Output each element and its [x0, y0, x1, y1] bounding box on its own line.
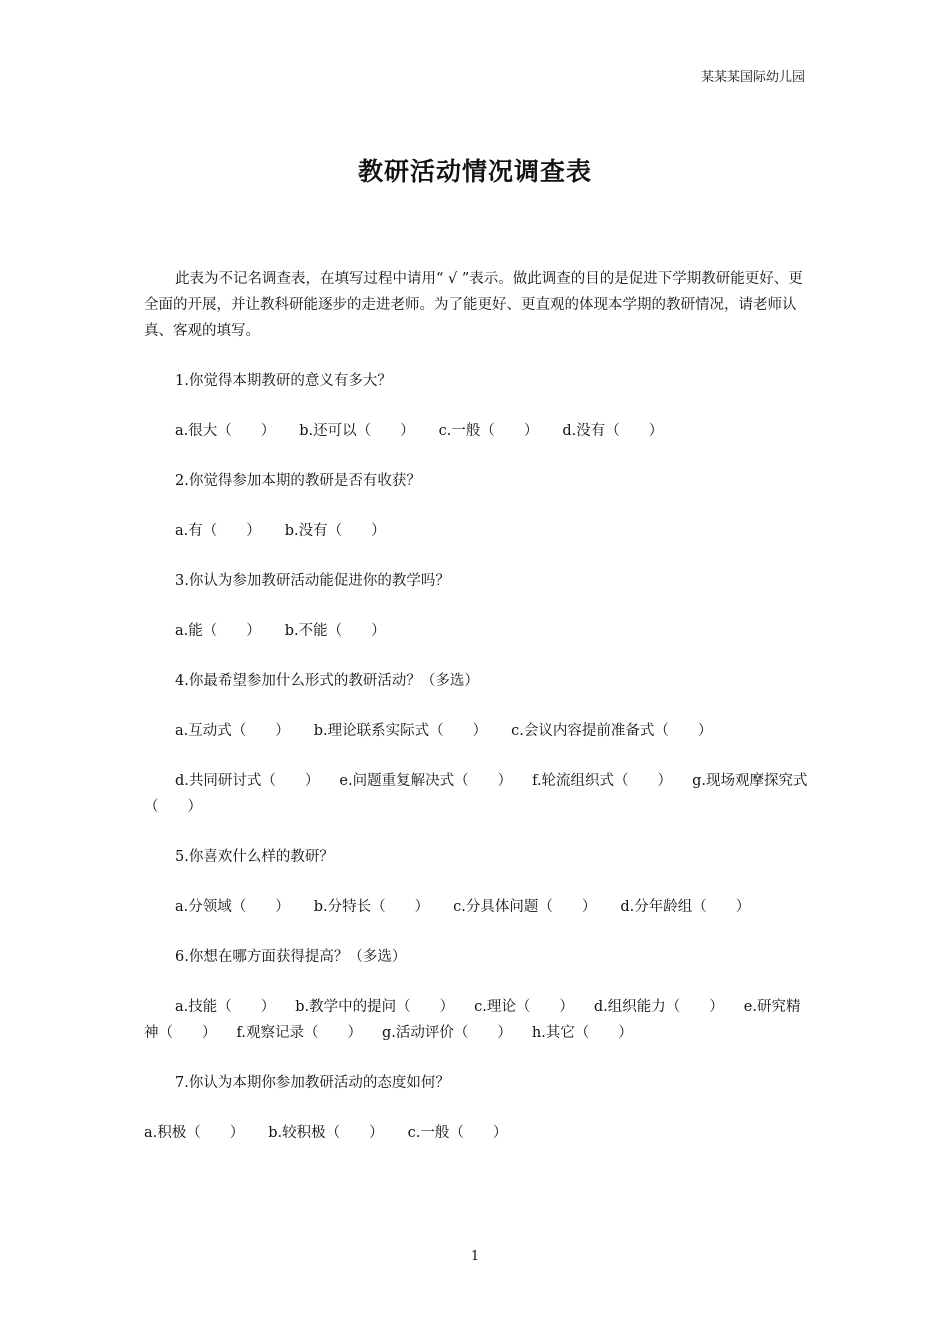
- q3-option-b[interactable]: b.不能（ ）: [284, 623, 386, 639]
- q6-option-a[interactable]: a.技能（ ）: [175, 999, 276, 1015]
- q2-option-a[interactable]: a.有（ ）: [175, 523, 261, 539]
- q1-option-b[interactable]: b.还可以（ ）: [299, 423, 415, 439]
- question-7: 7.你认为本期你参加教研活动的态度如何？: [175, 1075, 450, 1091]
- q2-option-b[interactable]: b.没有（ ）: [284, 523, 386, 539]
- question-3-options: [144, 618, 808, 644]
- q6-option-g[interactable]: g.活动评价（ ）: [381, 1025, 512, 1041]
- question-4-options-row2: [144, 768, 808, 820]
- q4-option-e[interactable]: e.问题重复解决式（ ）: [339, 773, 513, 789]
- q4-option-a[interactable]: a.互动式（ ）: [175, 723, 290, 739]
- question-3: 3.你认为参加教研活动能促进你的教学吗？: [175, 573, 450, 589]
- q3-option-a[interactable]: a.能（ ）: [175, 623, 261, 639]
- question-4: 4.你最希望参加什么形式的教研活动？（多选）: [175, 673, 479, 689]
- q4-option-f[interactable]: f.轮流组织式（ ）: [532, 773, 673, 789]
- q6-option-h[interactable]: h.其它（ ）: [531, 1025, 633, 1041]
- header-org: 某某某国际幼儿园: [700, 70, 805, 85]
- question-5: 5.你喜欢什么样的教研？: [175, 849, 334, 865]
- q5-option-d[interactable]: d.分年龄组（ ）: [620, 899, 751, 915]
- q7-option-b[interactable]: b.较积极（ ）: [268, 1125, 384, 1141]
- q1-option-d[interactable]: d.没有（ ）: [562, 423, 664, 439]
- page-title: 教研活动情况调查表: [357, 157, 592, 186]
- page-number: 1: [470, 1249, 480, 1264]
- q7-option-a[interactable]: a.积极（ ）: [144, 1125, 245, 1141]
- question-1-options: [144, 418, 808, 444]
- question-1: 1.你觉得本期教研的意义有多大？: [175, 373, 392, 389]
- q5-option-a[interactable]: a.分领域（ ）: [175, 899, 290, 915]
- question-2-options: [144, 518, 808, 544]
- question-4-options-row1: [144, 718, 808, 744]
- question-7-options: [144, 1120, 808, 1146]
- q7-option-c[interactable]: c.一般（ ）: [407, 1125, 508, 1141]
- q6-option-c[interactable]: c.理论（ ）: [474, 999, 574, 1015]
- q1-option-a[interactable]: a.很大（ ）: [175, 423, 276, 439]
- q1-option-c[interactable]: c.一般（ ）: [438, 423, 539, 439]
- q6-option-d[interactable]: d.组织能力（ ）: [593, 999, 724, 1015]
- q4-option-g[interactable]: g.现场观摩探究式（ ）: [144, 773, 808, 815]
- q6-option-f[interactable]: f.观察记录（ ）: [236, 1025, 362, 1041]
- question-5-options: [144, 894, 808, 920]
- survey-body: [144, 266, 808, 1170]
- intro-paragraph: 此表为不记名调查表，在填写过程中请用“ √ ”表示。做此调查的目的是促进下学期教研能更好、更全面的开展，并让教科研能逐步的走进老师。为了能更好、更直观的体现本学期的教研情况，请老师认真、客观的填写。: [144, 271, 803, 339]
- question-2: 2.你觉得参加本期的教研是否有收获？: [175, 473, 421, 489]
- q6-option-e[interactable]: e.研究精神（ ）: [144, 999, 801, 1041]
- q4-option-d[interactable]: d.共同研讨式（ ）: [175, 773, 320, 789]
- q4-option-c[interactable]: c.会议内容提前准备式（ ）: [511, 723, 713, 739]
- q4-option-b[interactable]: b.理论联系实际式（ ）: [313, 723, 488, 739]
- q5-option-b[interactable]: b.分特长（ ）: [313, 899, 430, 915]
- q6-option-b[interactable]: b.教学中的提问（ ）: [295, 999, 455, 1015]
- q5-option-c[interactable]: c.分具体问题（ ）: [453, 899, 597, 915]
- question-6: 6.你想在哪方面获得提高？（多选）: [175, 949, 407, 965]
- question-6-options: [144, 994, 808, 1046]
